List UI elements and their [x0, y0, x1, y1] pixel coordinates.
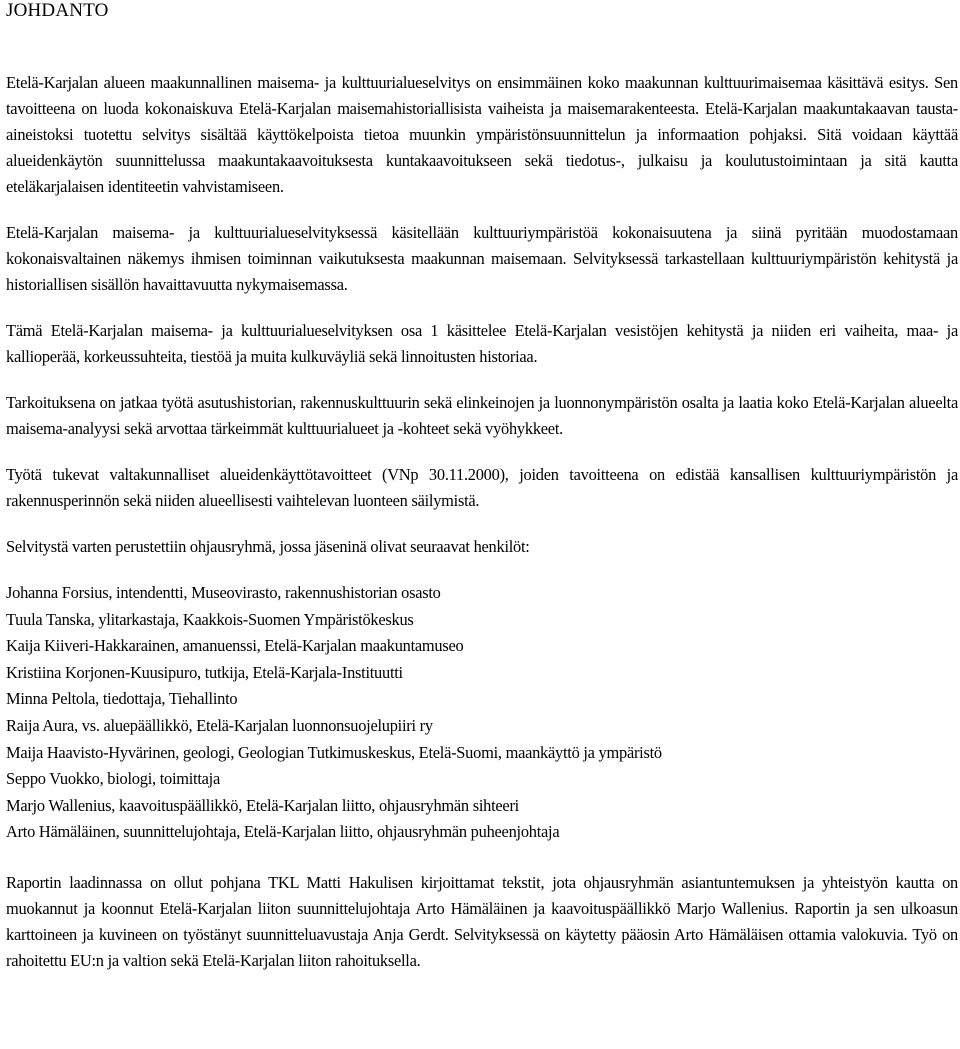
steering-group-list: [6, 580, 958, 846]
list-item: Marjo Wallenius, kaavoituspäällikkö, Etelä-Karjalan liitto, ohjausryhmän sihteeri: [6, 795, 519, 815]
list-item: Raija Aura, vs. aluepäällikkö, Etelä-Karjalan luonnonsuojelupiiri ry: [6, 715, 433, 735]
paragraph-part-one: Tämä Etelä-Karjalan maisema- ja kulttuurialueselvityksen osa 1 käsittelee Etelä-Karjalan vesistöjen kehitystä ja niiden eri vaiheita, maa- ja kallioperää, korkeussuhteita, tiestöä ja muita kulkuväyliä sekä linnoitusten historiaa.: [6, 321, 958, 366]
paragraph-credits: Raportin laadinnassa on ollut pohjana TKL Matti Hakulisen kirjoittamat tekstit, jota ohjausryhmän asiantuntemuksen ja yhteistyön kautta on muokannut ja koonnut Etelä-Karjalan liiton suunnittelujohtaja Arto Hämäläinen ja kaavoituspäällikkö Marjo Wallenius. Raportin ja sen ulkoasun karttoineen ja kuvineen on työstänyt suunnitteluavustaja Anja Gerdt. Selvityksessä on käytetty pääosin Arto Hämäläisen ottamia valokuvia. Työ on rahoitettu EU:n ja valtion sekä Etelä-Karjalan liiton rahoituksella.: [6, 872, 958, 970]
document-page: [6, 0, 958, 994]
page-title: JOHDANTO: [6, 0, 109, 21]
paragraph-scope: Etelä-Karjalan maisema- ja kulttuurialueselvityksessä käsitellään kulttuuriympäristöä kokonaisuutena ja siinä pyritään muodostamaan kokonaisvaltainen näkemys ihmisen toiminnan vaikutuksesta maakunnan maisemaan. Selvityksessä tarkastellaan kulttuuriympäristön kehitystä ja historiallisen sisällön havaittavuutta nykymaisemassa.: [6, 223, 958, 294]
list-item: Maija Haavisto-Hyvärinen, geologi, Geologian Tutkimuskeskus, Etelä-Suomi, maankäyttö ja ympäristö: [6, 742, 662, 762]
paragraph-purpose: Tarkoituksena on jatkaa työtä asutushistorian, rakennuskulttuurin sekä elinkeinojen ja luonnonympäristön osalta ja laatia koko Etelä-Karjalan alueelta maisema-analyysi sekä arvottaa tärkeimmät kulttuurialueet ja -kohteet sekä vyöhykkeet.: [6, 393, 958, 438]
list-item: Arto Hämäläinen, suunnittelujohtaja, Etelä-Karjalan liitto, ohjausryhmän puheenjohtaja: [6, 822, 560, 842]
list-item: Johanna Forsius, intendentti, Museovirasto, rakennushistorian osasto: [6, 583, 441, 602]
paragraph-intro: Etelä-Karjalan alueen maakunnallinen maisema- ja kulttuurialueselvitys on ensimmäinen koko maakunnan kulttuurimaisemaa käsittävä esitys. Sen tavoitteena on luoda kokonaiskuva Etelä-Karjalan maisemahistoriallisista vaiheista ja maisemarakenteesta. Etelä-Karjalan maakuntakaavan tausta-aineistoksi tuotettu selvitys sisältää käyttökelpoista tietoa muunkin ympäristönsuunnittelun ja informaation pohjaksi. Sitä voidaan käyttää alueidenkäytön suunnittelussa maakuntakaavoituksesta kuntakaavoitukseen sekä tiedotus-, julkaisu ja koulutustoimintaan ja sitä kautta eteläkarjalaisen identiteetin vahvistamiseen.: [6, 73, 958, 196]
list-item: Tuula Tanska, ylitarkastaja, Kaakkois-Suomen Ympäristökeskus: [6, 609, 414, 629]
list-item: Minna Peltola, tiedottaja, Tiehallinto: [6, 689, 238, 709]
paragraph-national-goals: Työtä tukevat valtakunnalliset alueidenkäyttötavoitteet (VNp 30.11.2000), joiden tavoitteena on edistää kansallisen kulttuuriympäristön ja rakennusperinnön sekä niiden alueellisesti vaihtelevan luonteen säilymistä.: [6, 465, 958, 510]
list-item: Kaija Kiiveri-Hakkarainen, amanuenssi, Etelä-Karjalan maakuntamuseo: [6, 636, 464, 656]
list-item: Seppo Vuokko, biologi, toimittaja: [6, 769, 221, 789]
paragraph-steering-group-intro: Selvitystä varten perustettiin ohjausryhmä, jossa jäseninä olivat seuraavat henkilöt:: [6, 537, 530, 556]
list-item: Kristiina Korjonen-Kuusipuro, tutkija, Etelä-Karjala-Instituutti: [6, 662, 403, 682]
